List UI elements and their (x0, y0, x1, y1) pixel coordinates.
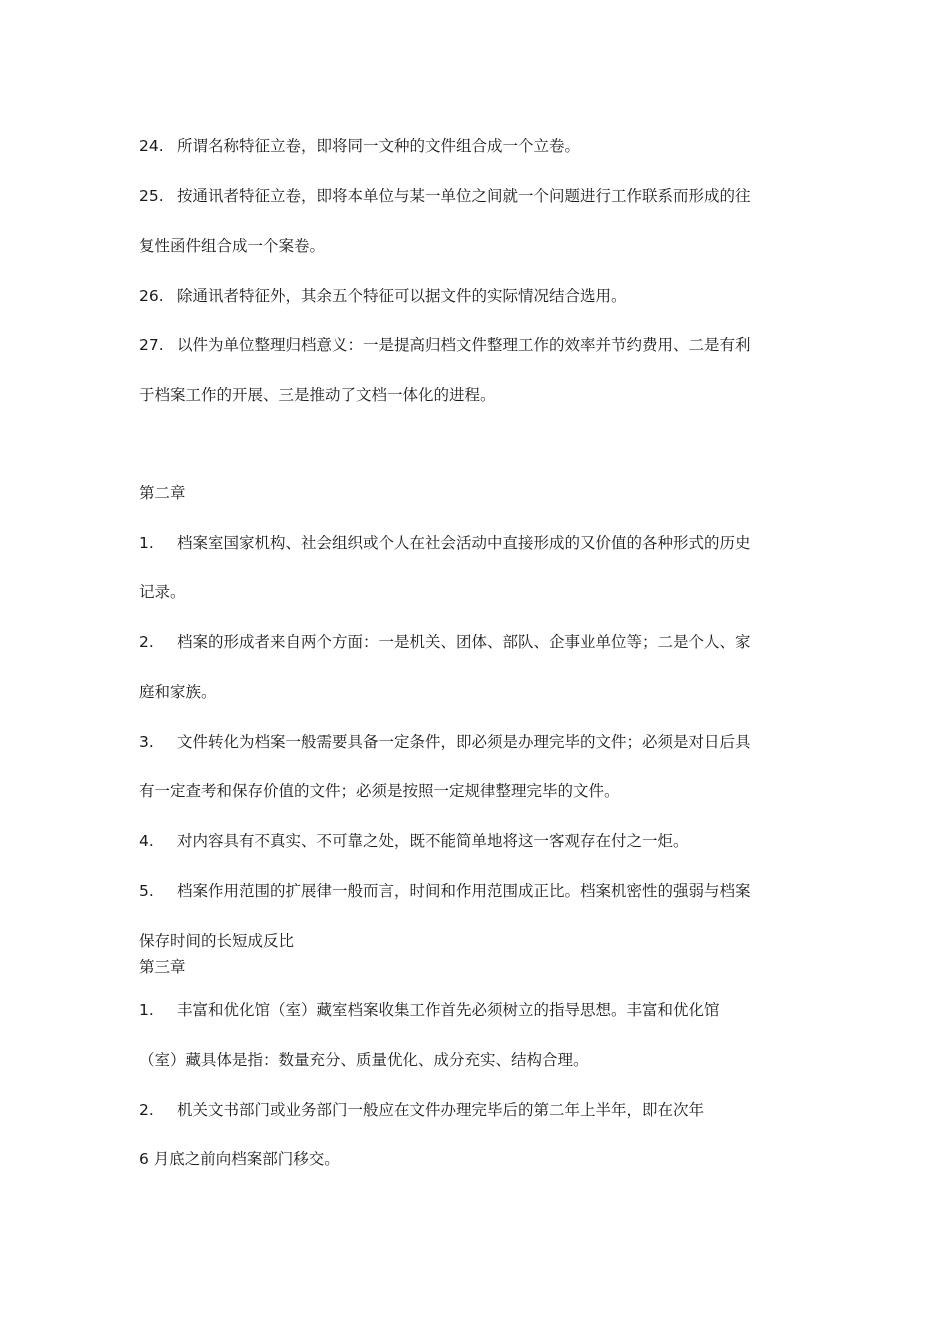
chapter-3-item-1-continuation: （室）藏具体是指：数量充分、质量优化、成分充实、结构合理。 (139, 1051, 589, 1069)
item-26 (139, 286, 819, 306)
item-number: 1. (139, 1001, 154, 1019)
chapter-2-item-5 (139, 881, 819, 901)
item-text: 机关文书部门或业务部门一般应在文件办理完毕后的第二年上半年，即在次年 (177, 1101, 705, 1119)
item-number: 2. (139, 1101, 154, 1119)
chapter-2-item-5-continuation: 保存时间的长短成反比 (139, 932, 295, 950)
item-number: 27. (139, 336, 164, 354)
chapter-2-item-2 (139, 632, 819, 652)
item-number: 1. (139, 534, 154, 552)
item-number: 25. (139, 187, 164, 205)
item-27 (139, 335, 819, 355)
item-number: 2. (139, 633, 154, 651)
item-text: 对内容具有不真实、不可靠之处，既不能简单地将这一客观存在付之一炬。 (177, 832, 689, 850)
item-25-continuation: 复性函件组合成一个案卷。 (139, 237, 326, 255)
item-number: 5. (139, 882, 154, 900)
chapter-2-item-1 (139, 533, 819, 553)
item-text: 文件转化为档案一般需要具备一定条件，即必须是办理完毕的文件；必须是对日后具 (177, 733, 751, 751)
item-number: 24. (139, 137, 164, 155)
item-text: 按通讯者特征立卷，即将本单位与某一单位之间就一个问题进行工作联系而形成的往 (177, 187, 751, 205)
chapter-3-item-1 (139, 1000, 819, 1020)
chapter-2-item-1-continuation: 记录。 (139, 583, 186, 601)
item-text: 所谓名称特征立卷，即将同一文种的文件组合成一个立卷。 (177, 137, 581, 155)
item-number: 3. (139, 733, 154, 751)
chapter-3-heading: 第三章 (139, 958, 186, 976)
item-text: 档案作用范围的扩展律一般而言，时间和作用范围成正比。档案机密性的强弱与档案 (177, 882, 751, 900)
item-text: 档案室国家机构、社会组织或个人在社会活动中直接形成的又价值的各种形式的历史 (177, 534, 751, 552)
item-text: 以件为单位整理归档意义：一是提高归档文件整理工作的效率并节约费用、二是有利 (177, 336, 751, 354)
item-text: 档案的形成者来自两个方面：一是机关、团体、部队、企事业单位等；二是个人、家 (177, 633, 751, 651)
chapter-2-heading: 第二章 (139, 484, 186, 502)
chapter-2-item-4 (139, 831, 819, 851)
chapter-2-item-3 (139, 732, 819, 752)
item-text: 丰富和优化馆（室）藏室档案收集工作首先必须树立的指导思想。丰富和优化馆 (177, 1001, 720, 1019)
chapter-3-item-2-continuation: 6 月底之前向档案部门移交。 (139, 1150, 340, 1168)
chapter-2-item-2-continuation: 庭和家族。 (139, 683, 217, 701)
item-text: 除通讯者特征外，其余五个特征可以据文件的实际情况结合选用。 (177, 287, 627, 305)
item-number: 4. (139, 832, 154, 850)
chapter-2-item-3-continuation: 有一定查考和保存价值的文件；必须是按照一定规律整理完毕的文件。 (139, 782, 620, 800)
item-24 (139, 136, 819, 156)
item-number: 26. (139, 287, 164, 305)
item-25 (139, 186, 819, 206)
chapter-3-item-2 (139, 1100, 819, 1120)
item-27-continuation: 于档案工作的开展、三是推动了文档一体化的进程。 (139, 386, 496, 404)
